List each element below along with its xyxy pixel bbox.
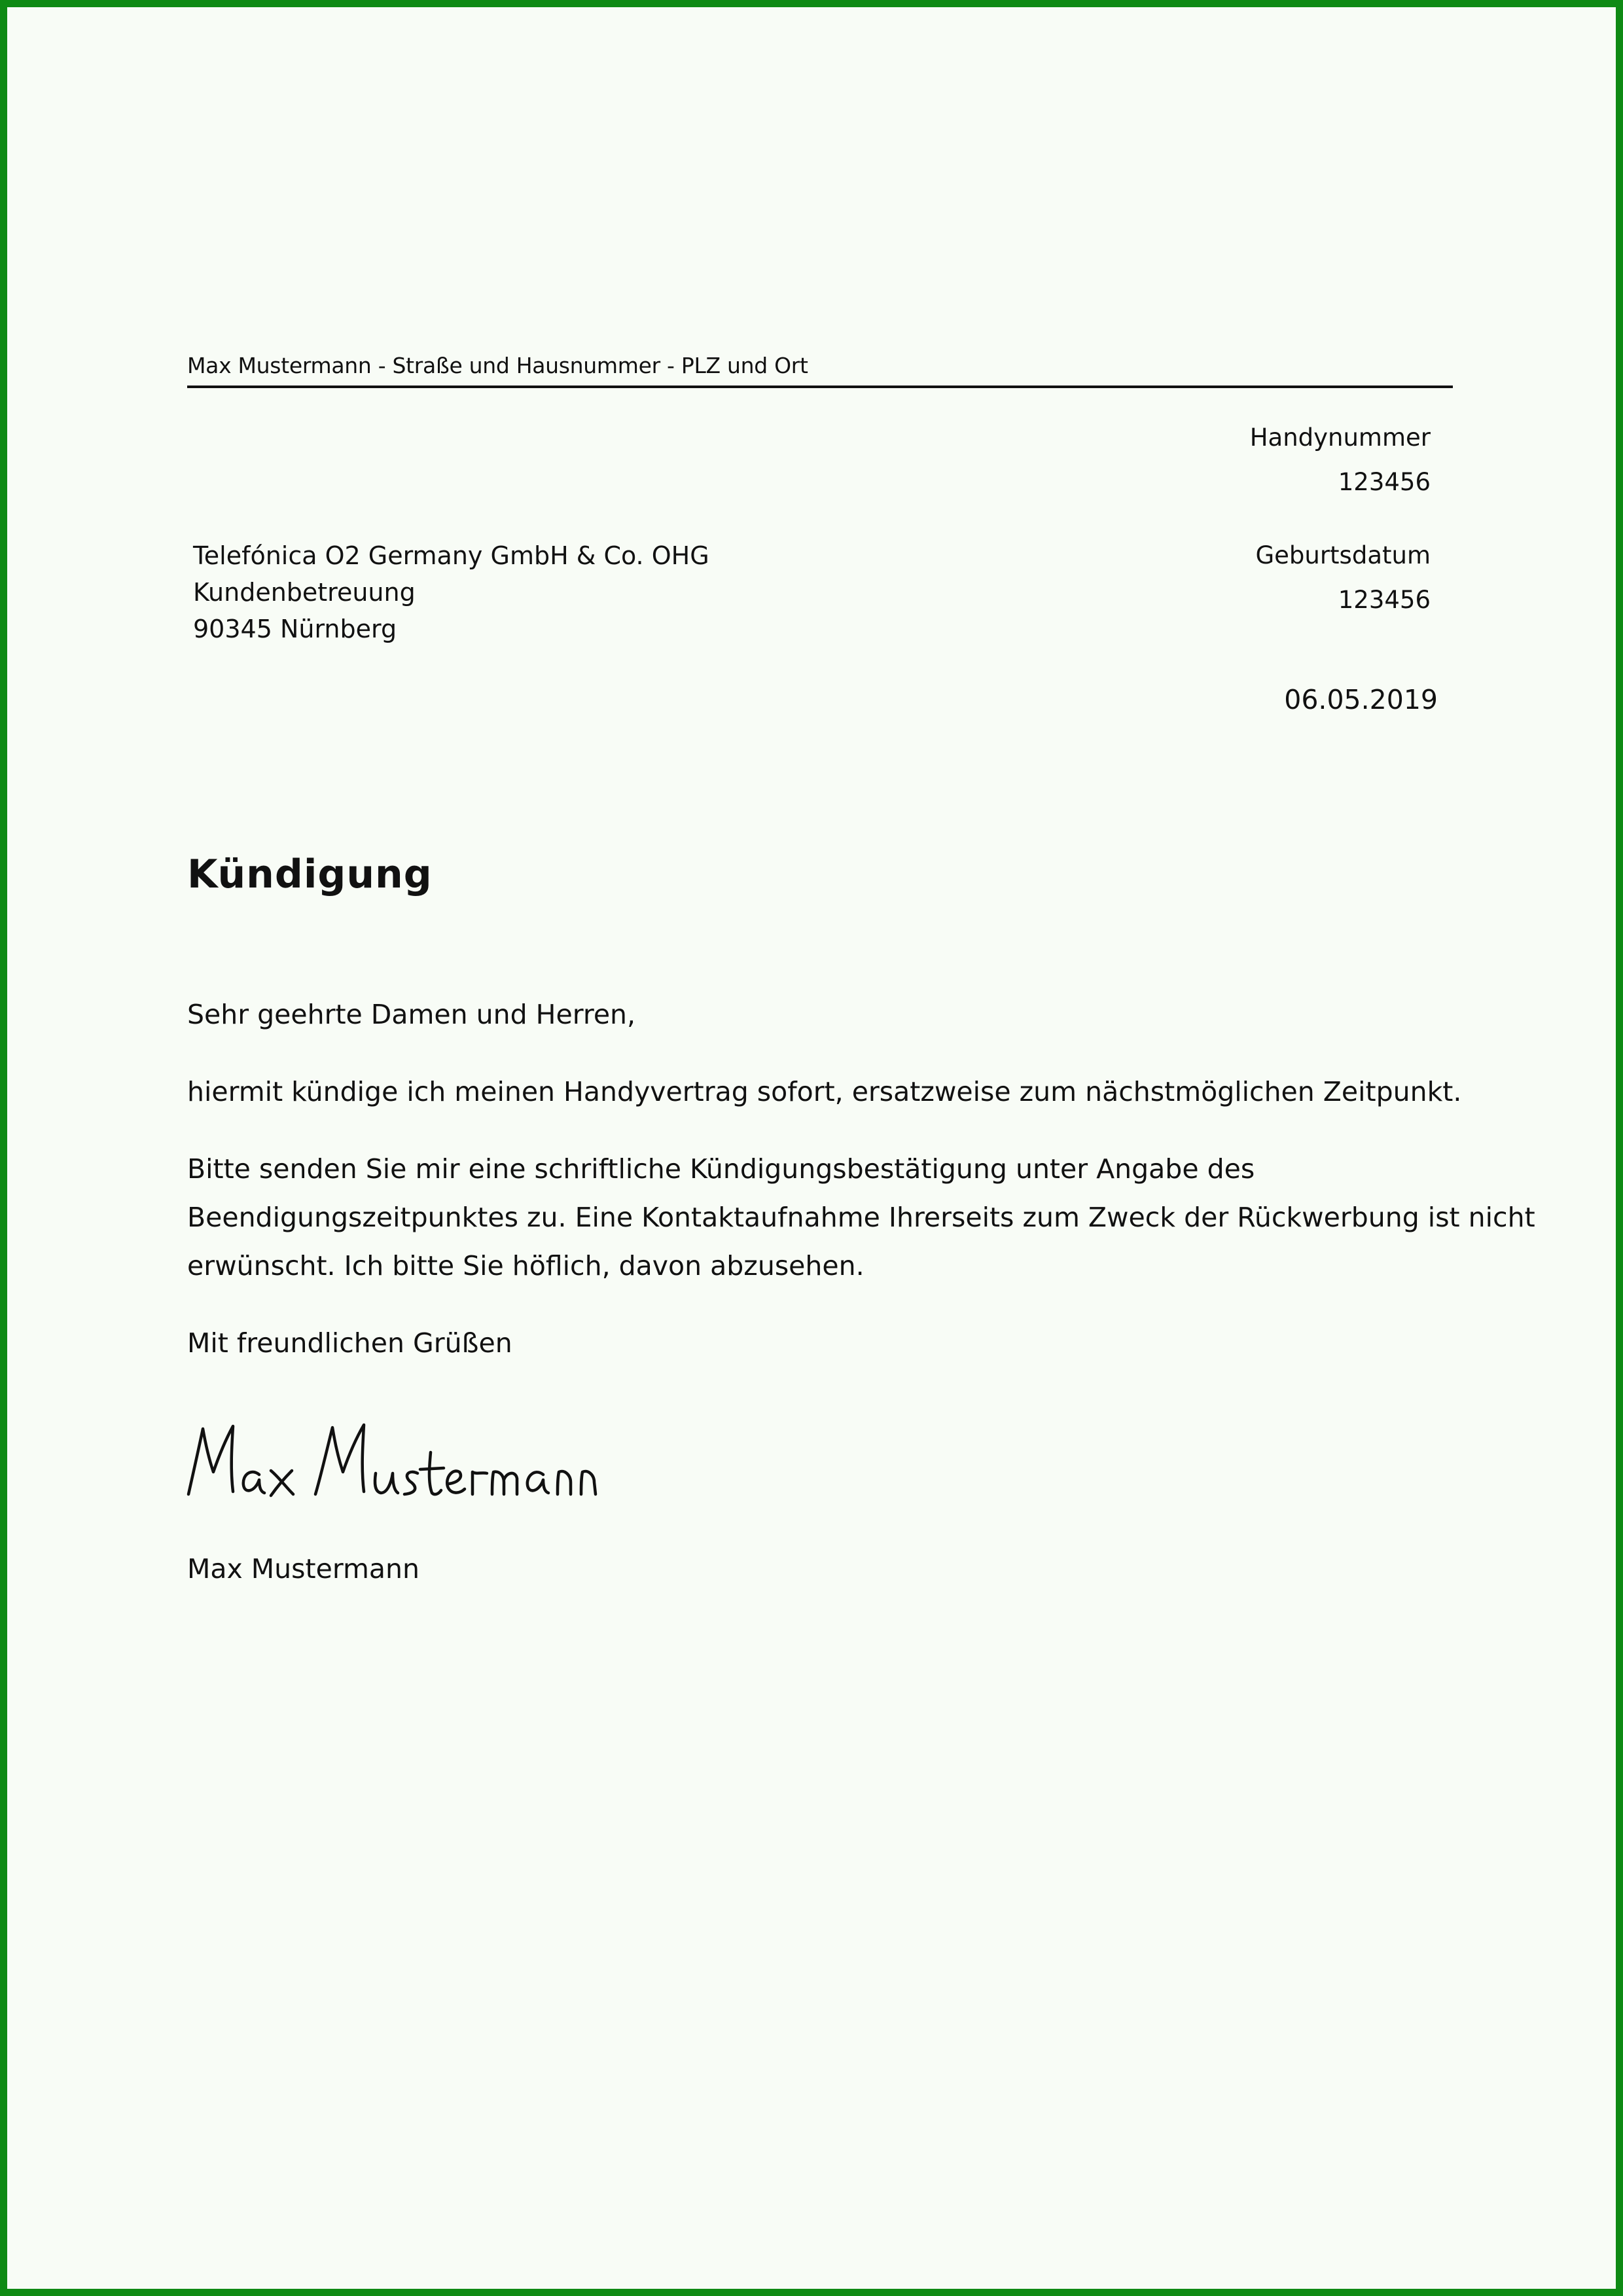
letter-subject: Kündigung: [187, 852, 433, 897]
paragraph-confirmation-line-1: Bitte senden Sie mir eine schriftliche Kündigungsbestätigung unter Angabe des: [187, 1153, 1255, 1185]
handwritten-signature: [181, 1414, 626, 1513]
letter-date: 06.05.2019: [1284, 684, 1438, 715]
paragraph-confirmation-line-3: erwünscht. Ich bitte Sie höflich, davon abzusehen.: [187, 1250, 865, 1282]
phone-label: Handynummer: [1249, 423, 1431, 452]
header-divider: [187, 386, 1453, 388]
recipient-city: 90345 Nürnberg: [193, 615, 397, 643]
phone-value: 123456: [1338, 468, 1431, 496]
paragraph-confirmation-line-2: Beendigungszeitpunktes zu. Eine Kontaktaufnahme Ihrerseits zum Zweck der Rückwerbung ist nicht: [187, 1202, 1535, 1233]
closing: Mit freundlichen Grüßen: [187, 1327, 512, 1359]
sender-address-line: Max Mustermann - Straße und Hausnummer - PLZ und Ort: [187, 353, 808, 378]
recipient-company: Telefónica O2 Germany GmbH & Co. OHG: [193, 541, 709, 570]
signed-name: Max Mustermann: [187, 1553, 419, 1585]
recipient-department: Kundenbetreuung: [193, 578, 416, 607]
birthdate-value: 123456: [1338, 586, 1431, 614]
letter-body: [187, 990, 1535, 1367]
paragraph-termination: hiermit kündige ich meinen Handyvertrag sofort, ersatzweise zum nächstmöglichen Zeitpunkt.: [187, 1076, 1462, 1107]
birthdate-label: Geburtsdatum: [1255, 541, 1431, 569]
recipient-address: [193, 537, 709, 647]
salutation: Sehr geehrte Damen und Herren,: [187, 999, 636, 1030]
